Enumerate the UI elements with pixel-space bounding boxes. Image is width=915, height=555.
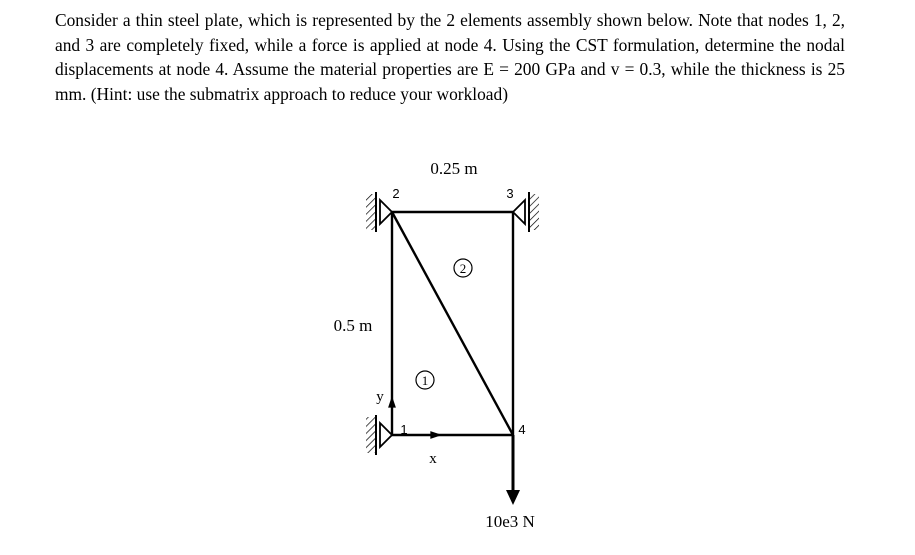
fixed-support-node-2 [366,192,392,232]
force-label: 10e3 N [485,512,535,531]
element-1-label: 1 [421,373,429,388]
node-1-label: 1 [400,422,408,437]
fixed-support-node-1 [366,415,392,455]
height-dimension-label: 0.5 m [333,316,373,335]
edge-diagonal [392,212,513,435]
problem-statement: Consider a thin steel plate, which is represented by the 2 elements assembly shown below. Note that nodes 1, 2, and 3 are completely fixed, while a force is applied at node 4. Using the CST formulation, determine the nodal displacements at node 4. Assume the material properties are E = 200 GPa and v = 0.3, while the thickness is 25 mm. (Hint: use the submatrix approach to reduce your workload) [55,10,845,104]
fixed-support-node-3 [513,192,539,232]
width-dimension-label: 0.25 m [430,159,478,178]
force-arrow-icon [506,490,520,505]
x-axis-arrowhead [431,432,440,438]
node-4-label: 4 [518,422,526,437]
y-axis-arrowhead [389,398,395,407]
y-axis-label: y [376,389,384,405]
applied-force [506,435,520,505]
node-3-label: 3 [506,186,514,201]
x-axis-label: x [429,451,437,467]
node-2-label: 2 [392,186,400,201]
coordinate-axes [389,398,440,438]
element-2-label: 2 [459,261,467,276]
plate-edges [392,212,513,435]
